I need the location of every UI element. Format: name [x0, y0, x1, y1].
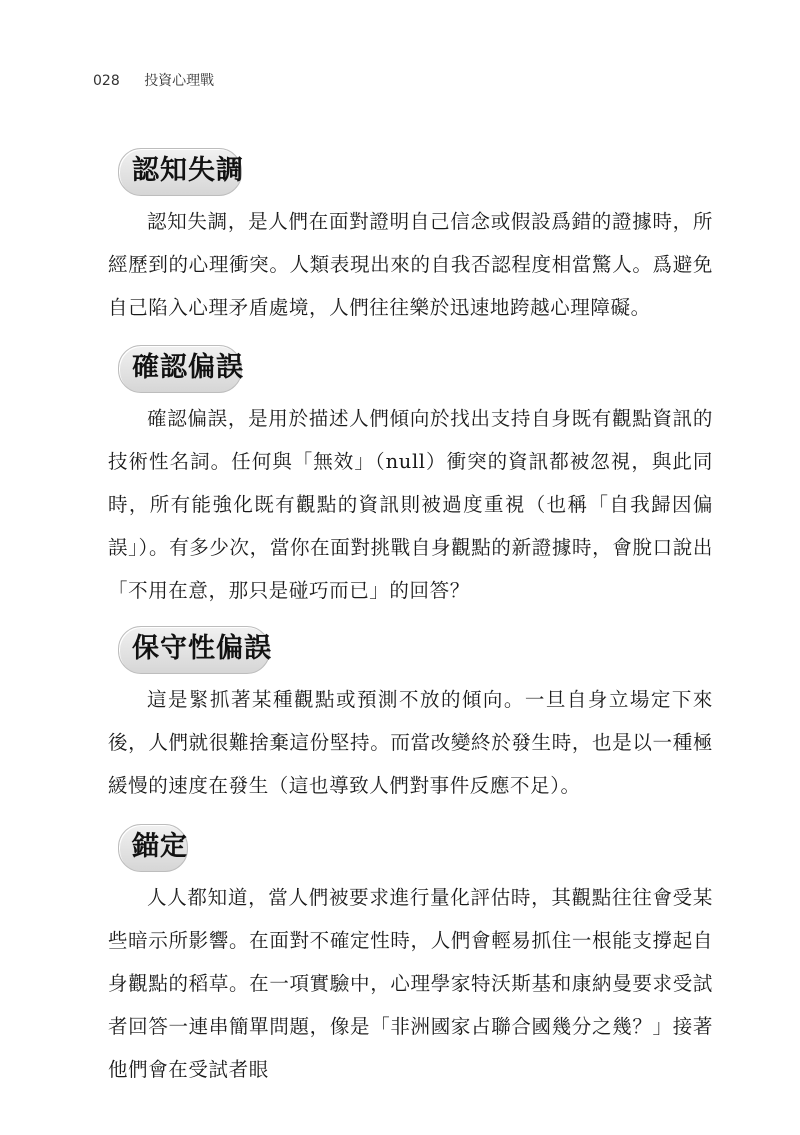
section-heading — [118, 626, 718, 676]
section-cognitive-dissonance — [108, 148, 718, 329]
body-paragraph: 這是緊抓著某種觀點或預測不放的傾向。一旦自身立場定下來後，人們就很難捨棄這份堅持。而當改變終於發生時，也是以一種極緩慢的速度在發生（這也導致人們對事件反應不足）。 — [108, 688, 713, 797]
page-number: 028 — [93, 73, 120, 89]
running-header — [93, 70, 214, 90]
body-paragraph: 確認偏誤，是用於描述人們傾向於找出支持自身既有觀點資訊的技術性名詞。任何與「無效」（null）衝突的資訊都被忽視，與此同時，所有能強化既有觀點的資訊則被過度重視（也稱「自我歸因偏誤」）。有多少次，當你在面對挑戰自身觀點的新證據時，會脫口說出「不用在意，那只是碰巧而已」的回答？ — [108, 407, 713, 602]
book-title: 投資心理戰 — [144, 73, 215, 89]
section-confirmation-bias — [108, 345, 718, 612]
heading-text: 認知失調 — [132, 155, 244, 186]
heading-text: 保守性偏誤 — [132, 633, 272, 664]
section-anchoring — [108, 824, 718, 1091]
heading-text: 確認偏誤 — [132, 352, 244, 383]
body-paragraph: 認知失調，是人們在面對證明自己信念或假設爲錯的證據時，所經歷到的心理衝突。人類表現出來的自我否認程度相當驚人。爲避免自己陷入心理矛盾處境，人們往往樂於迅速地跨越心理障礙。 — [108, 210, 713, 319]
heading-text: 錨定 — [132, 831, 188, 862]
section-heading — [118, 148, 718, 198]
section-heading — [118, 824, 718, 874]
body-paragraph: 人人都知道，當人們被要求進行量化評估時，其觀點往往會受某些暗示所影響。在面對不確定性時，人們會輕易抓住一根能支撐起自身觀點的稻草。在一項實驗中，心理學家特沃斯基和康納曼要求受試者回答一連串簡單問題，像是「非洲國家占聯合國幾分之幾？」接著他們會在受試者眼 — [108, 886, 713, 1081]
section-heading — [118, 345, 718, 395]
section-conservatism-bias — [108, 626, 718, 807]
